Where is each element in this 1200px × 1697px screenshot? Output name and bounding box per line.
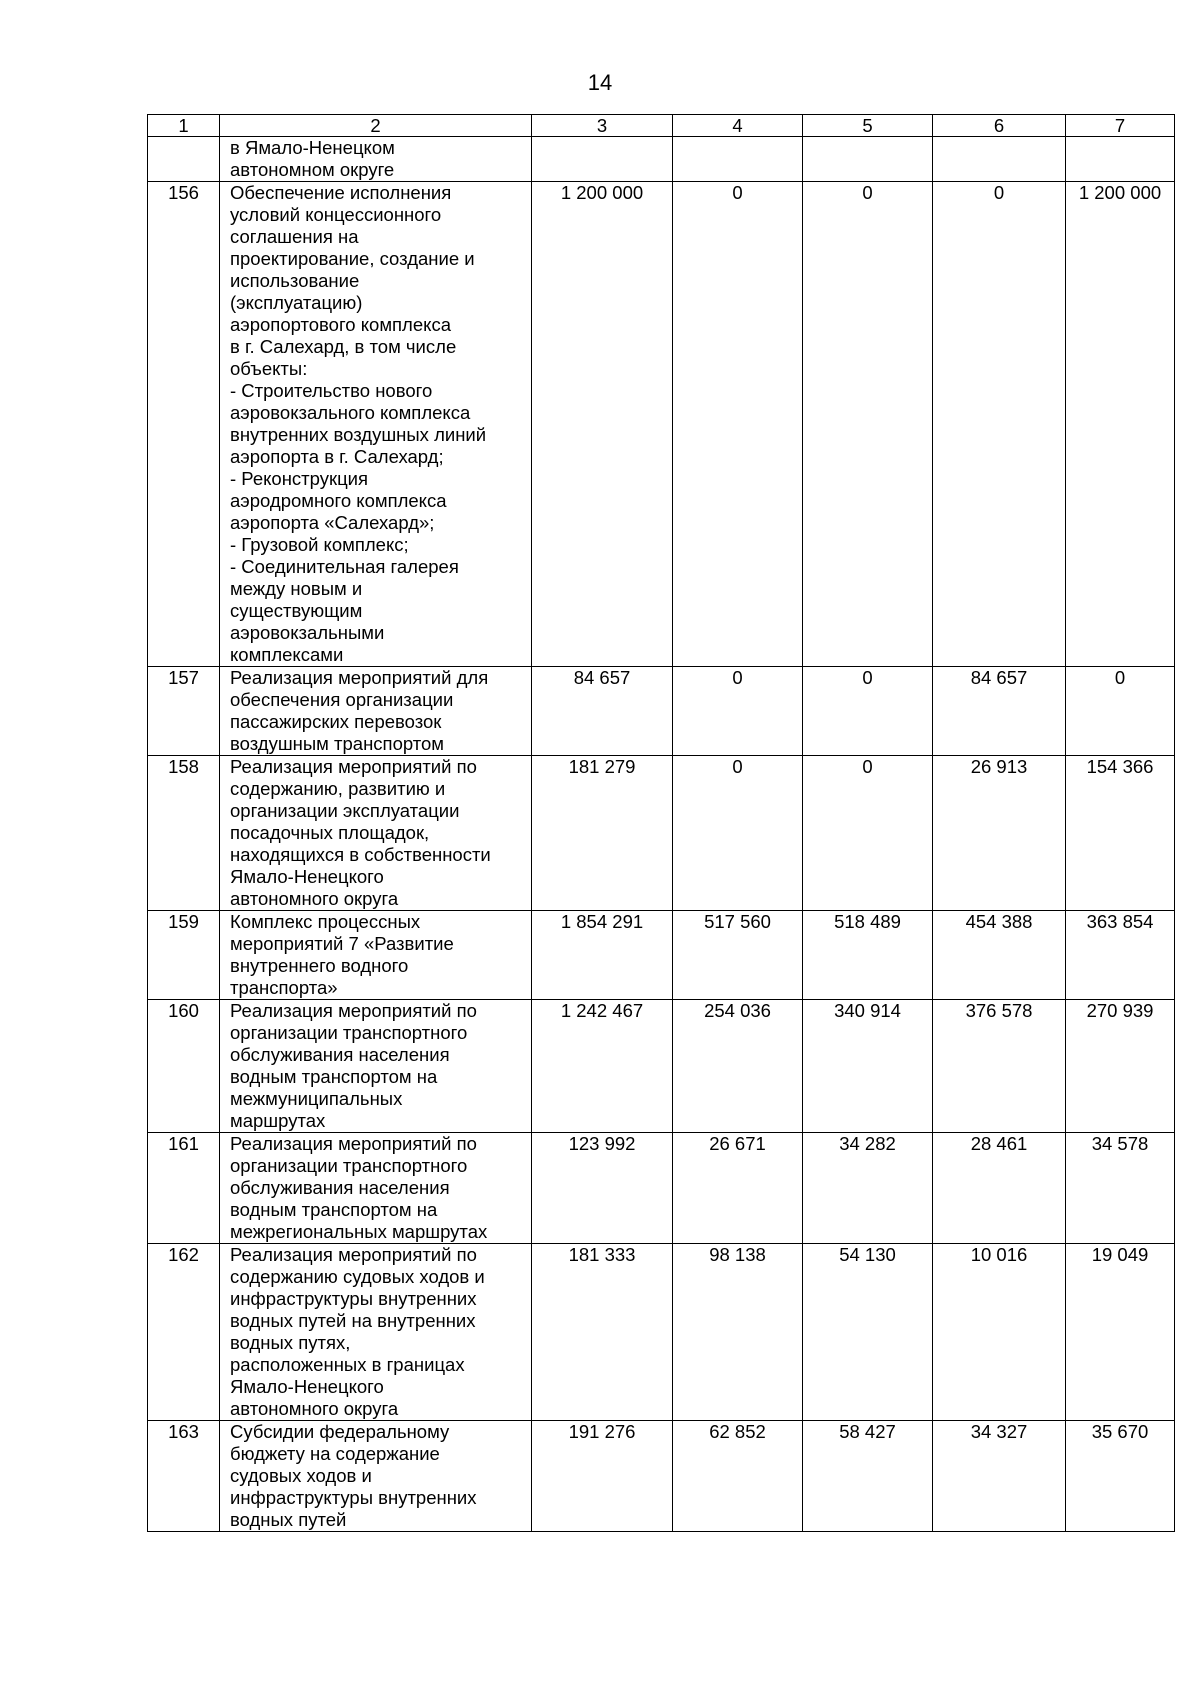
value-cell: 28 461	[933, 1133, 1066, 1244]
table-row	[148, 1133, 1175, 1244]
page-number: 14	[587, 70, 613, 95]
value-cell	[532, 137, 673, 182]
value-cell: 0	[673, 182, 803, 667]
table-row	[148, 1421, 1175, 1532]
value-cell: 0	[803, 756, 933, 911]
row-number: 163	[148, 1421, 220, 1532]
row-description: Реализация мероприятий по организации транспортного обслуживания населения водным транспортом на межрегиональных маршрутах	[220, 1133, 532, 1244]
value-cell: 26 913	[933, 756, 1066, 911]
column-header: 3	[532, 115, 673, 137]
value-cell: 0	[673, 667, 803, 756]
value-cell: 0	[673, 756, 803, 911]
row-number: 157	[148, 667, 220, 756]
table-row	[148, 756, 1175, 911]
value-cell: 62 852	[673, 1421, 803, 1532]
row-description: Реализация мероприятий по организации транспортного обслуживания населения водным транспортом на межмуниципальных маршрутах	[220, 1000, 532, 1133]
table-row	[148, 667, 1175, 756]
value-cell: 54 130	[803, 1244, 933, 1421]
value-cell: 181 279	[532, 756, 673, 911]
value-cell: 34 578	[1066, 1133, 1175, 1244]
column-header: 1	[148, 115, 220, 137]
value-cell: 0	[933, 182, 1066, 667]
table-row	[148, 1000, 1175, 1133]
value-cell: 254 036	[673, 1000, 803, 1133]
row-description: Реализация мероприятий по содержанию судовых ходов и инфраструктуры внутренних водных путей на внутренних водных путях, расположенных в границах Ямало-Ненецкого автономного округа	[220, 1244, 532, 1421]
column-header: 4	[673, 115, 803, 137]
row-description: Субсидии федеральному бюджету на содержание судовых ходов и инфраструктуры внутренних водных путей	[220, 1421, 532, 1532]
column-header: 7	[1066, 115, 1175, 137]
value-cell: 376 578	[933, 1000, 1066, 1133]
value-cell: 270 939	[1066, 1000, 1175, 1133]
value-cell	[673, 137, 803, 182]
value-cell	[1066, 137, 1175, 182]
value-cell: 19 049	[1066, 1244, 1175, 1421]
row-number: 156	[148, 182, 220, 667]
data-table	[147, 114, 1175, 1532]
value-cell: 154 366	[1066, 756, 1175, 911]
row-description: в Ямало-Ненецком автономном округе	[220, 137, 532, 182]
table-row	[148, 911, 1175, 1000]
column-header: 6	[933, 115, 1066, 137]
row-number	[148, 137, 220, 182]
row-description: Реализация мероприятий по содержанию, развитию и организации эксплуатации посадочных площадок, находящихся в собственности Ямало-Ненецкого автономного округа	[220, 756, 532, 911]
value-cell: 10 016	[933, 1244, 1066, 1421]
value-cell: 1 854 291	[532, 911, 673, 1000]
value-cell: 34 282	[803, 1133, 933, 1244]
value-cell: 1 200 000	[532, 182, 673, 667]
value-cell: 84 657	[933, 667, 1066, 756]
value-cell: 1 242 467	[532, 1000, 673, 1133]
value-cell: 0	[803, 667, 933, 756]
value-cell: 58 427	[803, 1421, 933, 1532]
value-cell: 84 657	[532, 667, 673, 756]
value-cell: 191 276	[532, 1421, 673, 1532]
value-cell: 98 138	[673, 1244, 803, 1421]
value-cell: 517 560	[673, 911, 803, 1000]
column-header: 2	[220, 115, 532, 137]
value-cell: 34 327	[933, 1421, 1066, 1532]
row-description: Комплекс процессных мероприятий 7 «Развитие внутреннего водного транспорта»	[220, 911, 532, 1000]
row-number: 158	[148, 756, 220, 911]
value-cell: 26 671	[673, 1133, 803, 1244]
value-cell: 1 200 000	[1066, 182, 1175, 667]
row-description: Обеспечение исполнения условий концессионного соглашения на проектирование, создание и использование (эксплуатацию) аэропортового комплекса в г. Салехард, в том числе объекты: - Строительство нового аэровокзального комплекса внутренних воздушных линий аэропорта в г. Салехард; - Реконструкция аэродромного комплекса аэропорта «Салехард»; - Грузовой комплекс; - Соединительная галерея между новым и существующим аэровокзальными комплексами	[220, 182, 532, 667]
table-row	[148, 182, 1175, 667]
value-cell: 363 854	[1066, 911, 1175, 1000]
row-number: 162	[148, 1244, 220, 1421]
value-cell	[803, 137, 933, 182]
table-row	[148, 137, 1175, 182]
value-cell: 123 992	[532, 1133, 673, 1244]
column-header: 5	[803, 115, 933, 137]
row-number: 161	[148, 1133, 220, 1244]
row-number: 159	[148, 911, 220, 1000]
table-header-row	[148, 115, 1175, 137]
value-cell	[933, 137, 1066, 182]
value-cell: 0	[803, 182, 933, 667]
row-number: 160	[148, 1000, 220, 1133]
value-cell: 340 914	[803, 1000, 933, 1133]
value-cell: 518 489	[803, 911, 933, 1000]
value-cell: 181 333	[532, 1244, 673, 1421]
value-cell: 35 670	[1066, 1421, 1175, 1532]
table-row	[148, 1244, 1175, 1421]
row-description: Реализация мероприятий для обеспечения организации пассажирских перевозок воздушным транспортом	[220, 667, 532, 756]
value-cell: 454 388	[933, 911, 1066, 1000]
value-cell: 0	[1066, 667, 1175, 756]
